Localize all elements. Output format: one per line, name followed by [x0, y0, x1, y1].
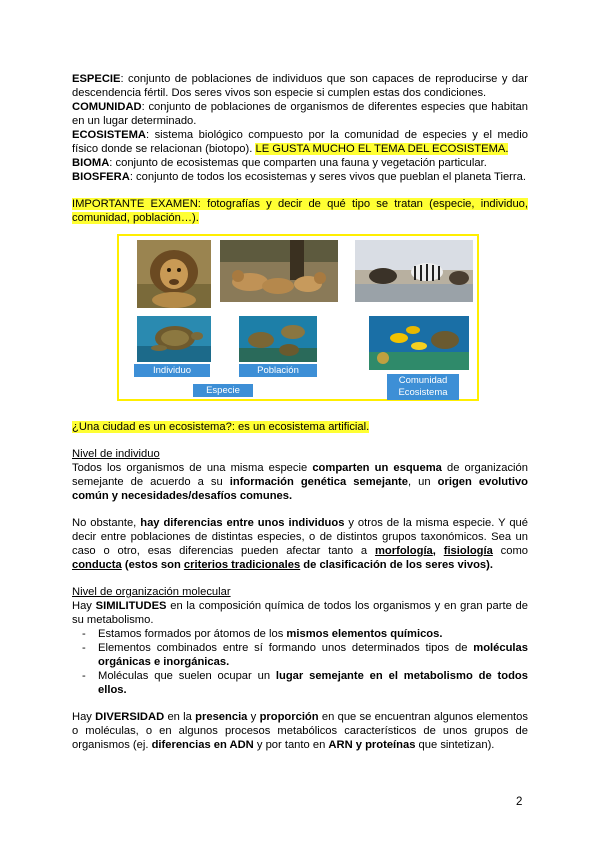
label-especie: Especie — [193, 384, 253, 397]
definition-biosfera — [72, 170, 528, 184]
document-page-continued — [72, 420, 528, 752]
molecular-intro: Hay SIMILITUDES en la composición química de todos los organismos y en gran parte de su metabolismo. — [72, 600, 528, 626]
label-individuo: Individuo — [134, 364, 210, 377]
document-page — [72, 72, 528, 225]
term-comunidad: COMUNIDAD — [72, 101, 142, 113]
exam-note — [72, 197, 528, 225]
photo-zebras-wildebeest — [355, 240, 473, 302]
molecular-list — [72, 627, 528, 697]
city-question — [72, 420, 528, 434]
definition-especie — [72, 72, 528, 100]
photo-reef — [369, 316, 469, 370]
list-item: - Elementos combinados entre sí formando unos determinados tipos de moléculas orgánicas e inorgánicas. — [72, 641, 528, 669]
term-biosfera: BIOSFERA — [72, 171, 130, 183]
term-ecosistema: ECOSISTEMA — [72, 129, 146, 141]
term-bioma: BIOMA — [72, 157, 110, 169]
ecosistema-highlight: LE GUSTA MUCHO EL TEMA DEL ECOSISTEMA. — [255, 143, 509, 155]
photo-lion-pride — [220, 240, 338, 302]
exam-note-text: IMPORTANTE EXAMEN: fotografías y decir de qué tipo se tratan (especie, individuo, comunidad, población…). — [72, 198, 528, 224]
individuo-paragraph-1: Todos los organismos de una misma especie comparten un esquema de organización semejante de acuerdo a su información genética semejante, un origen evolutivo común y necesidades/desafíos comunes. — [72, 462, 528, 502]
heading-individuo: Nivel de individuo — [72, 448, 160, 460]
label-comunidad: Comunidad — [398, 375, 448, 386]
term-especie: ESPECIE — [72, 73, 121, 85]
photo-lion — [137, 240, 211, 308]
heading-molecular: Nivel de organización molecular — [72, 586, 231, 598]
diversity-paragraph: Hay DIVERSIDAD en la presencia y proporción en que se encuentran algunos elementos o moléculas, o en algunos procesos metabólicos característicos de unos grupos de organismos (ej. diferencias en ADN y por tanto en ARN y proteínas que sintetizan). — [72, 711, 528, 751]
text-comunidad: : conjunto de poblaciones de organismos de diferentes especies que habitan en un lugar determinado. — [72, 101, 528, 127]
text-biosfera: : conjunto de todos los ecosistemas y seres vivos que pueblan el planeta Tierra. — [129, 171, 526, 183]
list-item: - Moléculas que suelen ocupar un lugar semejante en el metabolismo de todos ellos. — [72, 669, 528, 697]
label-poblacion: Población — [239, 364, 317, 377]
city-question-text: ¿Una ciudad es un ecosistema?: es un ecosistema artificial. — [72, 421, 370, 433]
photo-turtles — [239, 316, 317, 362]
definition-comunidad — [72, 100, 528, 128]
text-especie: : conjunto de poblaciones de individuos que son capaces de reproducirse y dar descendencia fértil. Dos seres vivos son especie si cumplen estas dos condiciones. — [72, 73, 528, 99]
list-item: - Estamos formados por átomos de los mismos elementos químicos. — [72, 627, 528, 641]
label-ecosistema: Ecosistema — [398, 387, 448, 398]
page-number: 2 — [516, 796, 523, 808]
text-ecosistema: : sistema biológico compuesto por la comunidad de especies y el medio físico donde se relacionan (biotopo). — [72, 129, 528, 155]
definition-bioma — [72, 156, 528, 170]
individuo-paragraph-2: No obstante, hay diferencias entre unos individuos y otros de la misma especie. Y qué decir entre poblaciones de distintas especies, o de distintos grupos taxonómicos. Sea un caso o otro, esas diferencias pueden afectar tanto a morfología, fisiología como conducta (estos son criterios tradicionales de clasificación de los seres vivos). — [72, 517, 529, 571]
text-bioma: : conjunto de ecosistemas que comparten una fauna y vegetación particular. — [109, 157, 487, 169]
ecology-levels-figure — [117, 234, 479, 401]
photo-turtle — [137, 316, 211, 362]
definition-ecosistema — [72, 128, 528, 156]
label-comunidad-ecosistema — [387, 374, 459, 400]
